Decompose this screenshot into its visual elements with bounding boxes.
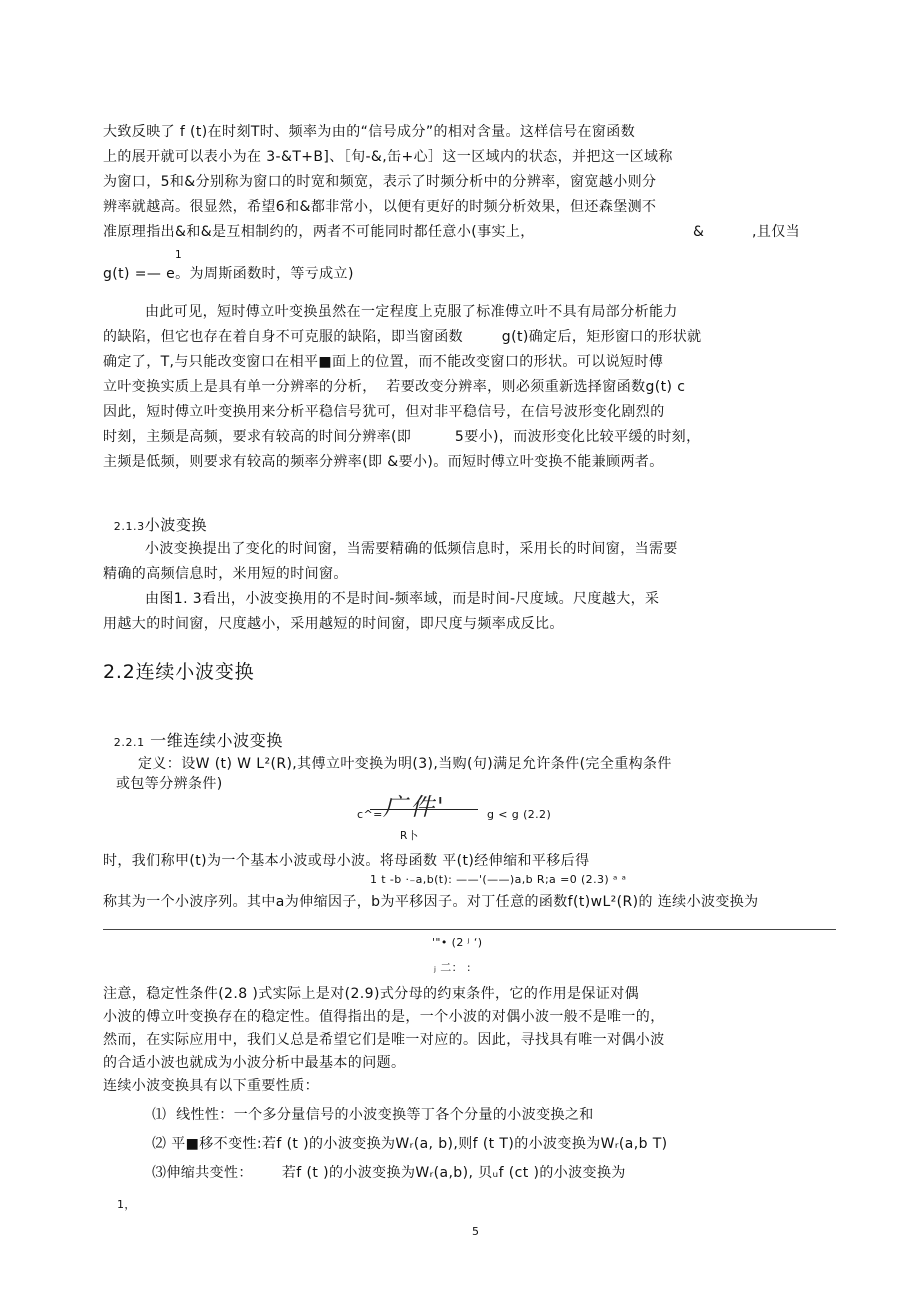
property-linearity: ⑴ 线性性：一个多分量信号的小波变换等丁各个分量的小波变换之和 [152,1107,594,1123]
property-scaling: ⑶伸缩共变性： 若f (t )的小波变换为Wᵣ(a,b), 贝ᵤf (ct )的小波变换为 [152,1165,626,1181]
formula-superscript: 1 [175,249,183,261]
section-2-2-heading: 2.2连续小波变换 [103,661,255,683]
para1-line-2: 上的展开就可以表小为在 3-&T+B]、［旬-&,缶+心］这一区域内的状态，并把这一区域称 [103,149,673,165]
eq22-below: R卜 [400,830,419,842]
para4-line-3: 然而，在实际应用中，我们乂总是希望它们是唯一对应的。因此，寻找具有唯一对偶小波 [103,1032,665,1048]
section-2-2-1-heading [103,708,283,754]
formula-line: g(t) =— e。为周斯函数时，等亏成立) [103,266,354,282]
para3-line-4: 用越大的时间窗，尺度越小，采用越短的时间窗，即尺度与频率成反比。 [103,616,564,632]
para3-line-2: 精确的高频信息时，米用短的时间窗。 [103,566,348,582]
eq22-fraction-bar [370,809,478,810]
para2-line-3: 确定了，T,与只能改变窗口在相平■面上的位置，而不能改变窗口的形状。可以说短时傅 [103,354,664,370]
para1-tail: ,且仅当 [752,224,801,240]
para4-line-4: 的合适小波也就成为小波分析中最基本的问题。 [103,1055,406,1071]
section-title: 一维连续小波变换 [150,731,283,750]
para4-line-1: 注意，稳定性条件(2.8 )式实际上是对(2.9)式分母的约束条件，它的作用是保证对偶 [103,986,640,1002]
para1-line-4: 辨率就越高。很显然，希望6和&都非常小，以便有更好的时频分析效果，但还森堡测不 [103,199,657,215]
para1-line-1: 大致反映了 f (t)在时刻T时、频率为由的“信号成分”的相对含量。这样信号在窗函数 [103,124,636,140]
para2-line-4: 立叶变换实质上是具有单一分辨率的分析， 若要改变分辨率，则必须重新选择窗函数g(t) c [103,379,686,395]
definition-line-2: 或包等分辨条件) [116,776,223,792]
section-number: 2.2.1 [113,736,145,749]
eq22-left: c^= [357,808,383,821]
property-translation: ⑵ 平■移不变性:若f (t )的小波变换为Wᵣ(a, b),则f (t T)的小波变换为Wᵣ(a,b T) [152,1136,668,1152]
para1-amp: & [693,224,705,240]
mother-wavelet-line: 时，我们称甲(t)为一个基本小波或母小波。将母函数 平(t)经伸缩和平移后得 [103,853,590,869]
eq23: 1 t -b ·₋a,b(t): ——'(——)a,b R;a =0 (2.3) ᵃ ᵃ [370,873,627,886]
divider [103,929,836,930]
para3-line-3: 由图1. 3看出，小波变换用的不是时间-频率域，而是时间-尺度域。尺度越大，采 [145,591,660,607]
para4-line-2: 小波的傅立叶变换存在的稳定性。值得指出的是，一个小波的对偶小波一般不是唯一的， [103,1009,665,1025]
section-title: 小波变换 [144,516,208,534]
eq24-top: '"• (2 ʲ ‘) [432,936,483,949]
para2-line-5: 因此，短时傅立叶变换用来分析平稳信号犹可，但对非平稳信号，在信号波形变化剧烈的 [103,404,665,420]
eq22-right: g < g (2.2) [487,808,552,821]
para1-line-5: 准原理指出&和&是互相制约的，两者不可能同时都任意小(事实上， [103,224,535,240]
para4-line-5: 连续小波变换具有以下重要性质： [103,1078,319,1094]
page-number: 5 [472,1225,480,1238]
footnote: 1， [117,1198,136,1211]
definition-line-1: 定义：设W (t) W L²(R),其傅立叶变换为明(3),当购(句)满足允许条件(完全重构条件 [138,756,672,772]
para1-line-3: 为窗口，5和&分别称为窗口的时宽和频宽，表示了时频分析中的分辨率，窗宽越小则分 [103,174,657,190]
eq22-scribble: 广件' [383,793,447,821]
section-2-1-3-heading [103,498,207,536]
wavelet-sequence-line: 称其为一个小波序列。其中a为伸缩因子，b为平移因子。对丁任意的函数f(t)wL²(R)的 连续小波变换为 [103,894,759,910]
para2-line-6: 时刻，主频是高频，要求有较高的时间分辨率(即 5要小)，而波形变化比较平缓的时刻， [103,429,701,445]
eq24-bottom: ⱼ 二： : [434,961,472,974]
para3-line-1: 小波变换提出了变化的时间窗，当需要精确的低频信息时，采用长的时间窗，当需要 [145,541,678,557]
section-number: 2.1.3 [113,520,145,533]
para2-line-1: 由此可见，短时傅立叶变换虽然在一定程度上克服了标准傅立叶不具有局部分析能力 [145,304,678,320]
para2-line-7: 主频是低频，则要求有较高的频率分辨率(即 &要小)。而短时傅立叶变换不能兼顾两者。 [103,454,664,470]
para2-line-2: 的缺陷，但它也存在着自身不可克服的缺陷，即当窗函数 g(t)确定后，矩形窗口的形状就 [103,329,702,345]
